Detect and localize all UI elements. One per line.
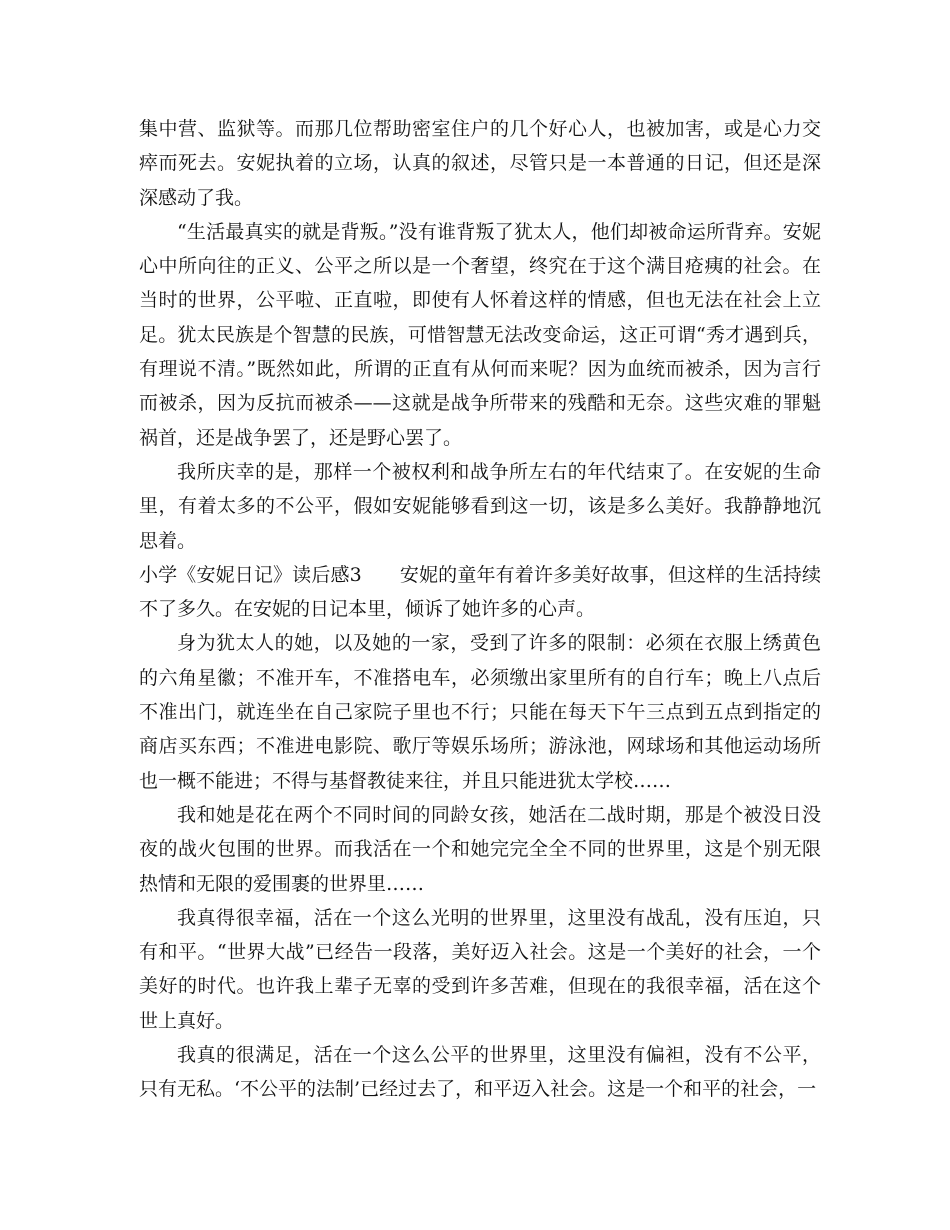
paragraph-6: 我真得很幸福，活在一个这么光明的世界里，这里没有战乱，没有压迫，只有和平。“世界大战”已经告一段落，美好迈入社会。这是一个美好的社会，一个美好的时代。也许我上辈子无辜的受到许多苦难，但现在的我很幸福，活在这个世上真好。 <box>139 906 821 1032</box>
essay-heading-line <box>139 558 821 627</box>
paragraph-5: 我和她是花在两个不同时间的同龄女孩，她活在二战时期，那是个被没日没夜的战火包围的世界。而我活在一个和她完完全全不同的世界里，这是个别无限热情和无限的爱围裹的世界里…… <box>139 803 821 895</box>
paragraph-2: “生活最真实的就是背叛。”没有谁背叛了犹太人，他们却被命运所背弃。安妮心中所向往的正义、公平之所以是一个奢望，终究在于这个满目疮痍的社会。在当时的世界，公平啦、正直啦，即使有人怀着这样的情感，但也无法在社会上立足。犹太民族是个智慧的民族，可惜智慧无法改变命运，这正可谓“秀才遇到兵，有理说不清。”既然如此，所谓的正直有从何而来呢？因为血统而被杀，因为言行而被杀，因为反抗而被杀——这就是战争所带来的残酷和无奈。这些灾难的罪魁祸首，还是战争罢了，还是野心罢了。 <box>139 220 821 449</box>
paragraph-3: 我所庆幸的是，那样一个被权利和战争所左右的年代结束了。在安妮的生命里，有着太多的不公平，假如安妮能够看到这一切，该是多么美好。我静静地沉思着。 <box>139 460 821 552</box>
essay-opening-text: 安妮的童年有着许多美好故事，但这样的生活持续不了多久。在安妮的日记本里，倾诉了她许多的心声。 <box>139 563 821 621</box>
paragraph-7: 我真的很满足，活在一个这么公平的世界里，这里没有偏袒，没有不公平，只有无私。‘不公平的法制’已经过去了，和平迈入社会。这是一个和平的社会，一 <box>139 1044 821 1101</box>
paragraph-1: 集中营、监狱等。而那几位帮助密室住户的几个好心人，也被加害，或是心力交瘁而死去。安妮执着的立场，认真的叙述，尽管只是一本普通的日记，但还是深深感动了我。 <box>139 118 821 209</box>
document-body <box>139 112 821 1107</box>
paragraph-4: 身为犹太人的她，以及她的一家，受到了许多的限制：必须在衣服上绣黄色的六角星徽；不准开车，不准搭电车，必须缴出家里所有的自行车；晚上八点后不准出门，就连坐在自己家院子里也不行；只能在每天下午三点到五点到指定的商店买东西；不准进电影院、歌厅等娱乐场所；游泳池，网球场和其他运动场所也一概不能进；不得与基督教徒来往，并且只能进犹太学校…… <box>139 632 821 792</box>
essay-title: 小学《安妮日记》读后感3 <box>139 563 362 586</box>
